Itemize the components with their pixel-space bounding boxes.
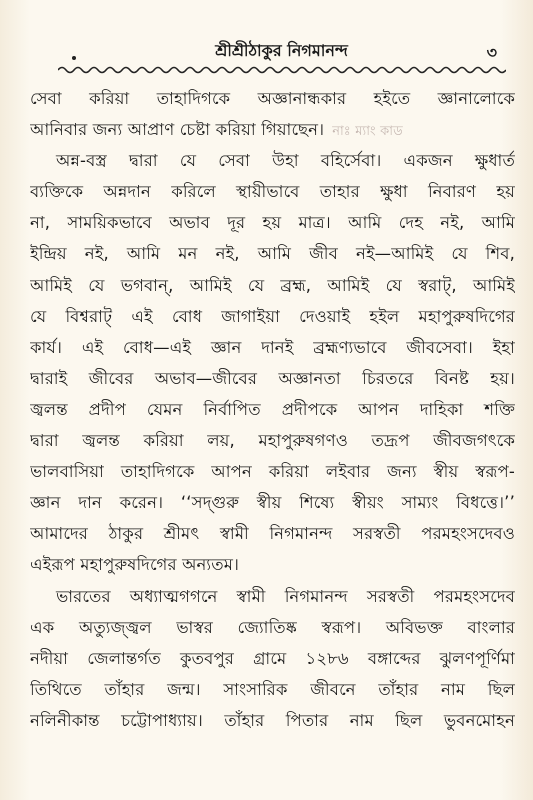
- bleed-through-text: নাঃ ম্যাং কাড: [332, 124, 403, 140]
- wavy-divider: [58, 64, 506, 76]
- text-line: জ্ঞান দান করেন। ‘‘সদ্গুরু স্বীয় শিষ্যে স্বীয়ং সাম্যং বিধত্তে।’’: [30, 493, 515, 513]
- text-line: ভারতের অধ্যাত্মগগনে স্বামী নিগমানন্দ সরস্বতী পরমহংসদেব: [56, 586, 515, 606]
- text-line-content: আনিবার জন্য আপ্রাণ চেষ্টা করিয়া গিয়াছেন।: [30, 120, 325, 140]
- page-header: [60, 38, 503, 64]
- text-line: আমিই যে ভগবান্, আমিই যে ব্রহ্ম, আমিই যে স্বরাট্, আমিই: [30, 275, 515, 295]
- text-line: আমাদের ঠাকুর শ্রীমৎ স্বামী নিগমানন্দ সরস্বতী পরমহংসদেবও: [30, 524, 515, 544]
- text-line: জ্বলন্ত প্রদীপ যেমন নির্বাপিত প্রদীপকে আপন দাহিকা শক্তি: [30, 399, 515, 419]
- body-text: [30, 83, 515, 736]
- text-line: এক অত্যুজ্জ্বল ভাস্বর জ্যোতিষ্ক স্বরূপ। অবিভক্ত বাংলার: [30, 617, 515, 637]
- text-line: সেবা করিয়া তাহাদিগকে অজ্ঞানান্ধকার হইতে জ্ঞানালোকে: [30, 89, 515, 108]
- text-line: [30, 114, 515, 145]
- text-line: ব্যক্তিকে অন্নদান করিলে স্থায়ীভাবে তাহার ক্ষুধা নিবারণ হয়: [30, 182, 515, 202]
- text-line: যে বিশ্বরাট্ এই বোধ জাগাইয়া দেওয়াই হইল মহাপুরুষদিগের: [30, 306, 515, 326]
- text-line: কার্য। এই বোধ—এই জ্ঞান দানই ব্রহ্মণ্যভাবে জীবসেবা। ইহা: [30, 337, 515, 357]
- text-line: ভালবাসিয়া তাহাদিগকে আপন করিয়া লইবার জন্য স্বীয় স্বরূপ-: [30, 462, 515, 482]
- text-line: নদীয়া জেলান্তর্গত কুতবপুর গ্রামে ১২৮৬ বঙ্গাব্দের ঝুলণপূর্ণিমা: [30, 648, 515, 668]
- text-line: নলিনীকান্ত চট্টোপাধ্যায়। তাঁহার পিতার নাম ছিল ভুবনমোহন: [30, 710, 515, 730]
- text-line: দ্বারাই জীবের অভাব—জীবের অজ্ঞানতা চিরতরে বিনষ্ট হয়।: [30, 368, 515, 388]
- text-line: তিথিতে তাঁহার জন্ম। সাংসারিক জীবনে তাঁহার নাম ছিল: [30, 679, 515, 699]
- text-line: দ্বারা জ্বলন্ত করিয়া লয়, মহাপুরুষগণও তদ্রূপ জীবজগৎকে: [30, 431, 515, 451]
- text-line: এইরূপ মহাপুরুষদিগের অন্যতম।: [30, 555, 240, 575]
- text-line: অন্ন-বস্ত্র দ্বারা যে সেবা উহা বহির্সেবা। একজন ক্ষুধার্ত: [56, 151, 515, 171]
- text-line: না, সাময়িকভাবে অভাব দূর হয় মাত্র। আমি দেহ নই, আমি: [30, 213, 515, 233]
- text-line: ইন্দ্রিয় নই, আমি মন নই, আমি জীব নই—আমিই যে শিব,: [30, 244, 515, 264]
- running-title: শ্রীশ্রীঠাকুর নিগমানন্দ: [215, 41, 348, 60]
- page-number: ৩: [486, 43, 497, 62]
